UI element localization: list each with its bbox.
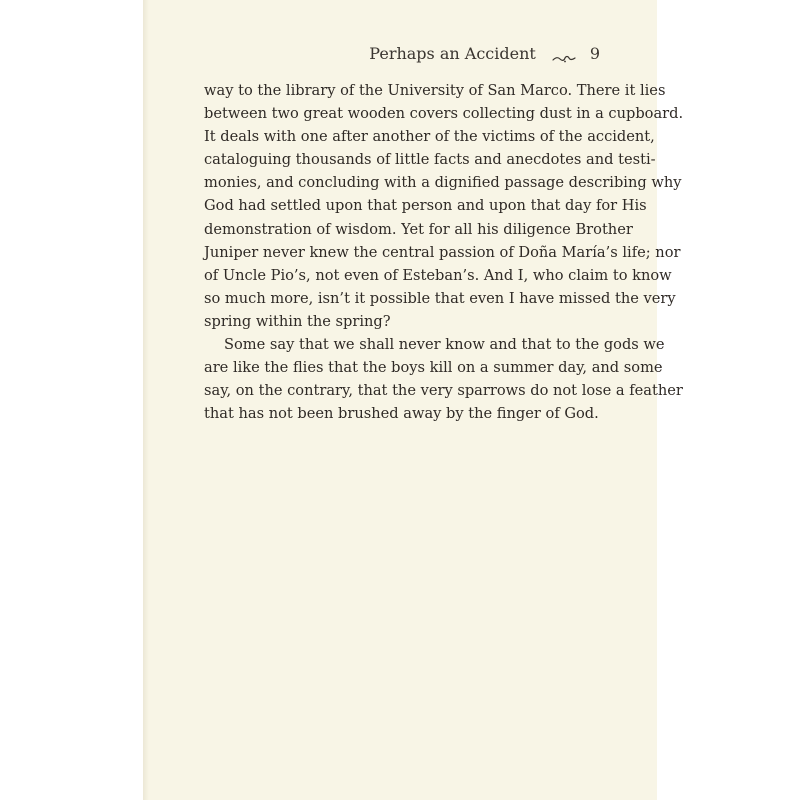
text-line: between two great wooden covers collecting dust in a cupboard. [204, 105, 684, 123]
text-line: It deals with one after another of the victims of the accident, [204, 128, 655, 146]
text-line: are like the flies that the boys kill on a summer day, and some [204, 359, 663, 377]
text-line: cataloguing thousands of little facts and anecdotes and testi- [204, 151, 656, 169]
text-line: Juniper never knew the central passion of Doña María’s life; nor [204, 243, 681, 261]
text-line: demonstration of wisdom. Yet for all his diligence Brother [204, 220, 633, 238]
text-line: monies, and concluding with a dignified passage describing why [204, 174, 682, 192]
running-head [369, 44, 600, 63]
page-edge-shadow [143, 0, 149, 800]
text-line: God had settled upon that person and upon that day for His [204, 197, 647, 215]
swash-ornament-icon [552, 49, 576, 59]
text-line: spring within the spring? [204, 312, 391, 330]
text-line: say, on the contrary, that the very sparrows do not lose a feather [204, 382, 683, 400]
text-line: so much more, isn’t it possible that even I have missed the very [204, 289, 676, 307]
page-number: 9 [589, 44, 600, 63]
book-page [143, 0, 684, 800]
body-text [204, 79, 684, 425]
text-line: way to the library of the University of San Marco. There it lies [204, 82, 666, 99]
text-line: that has not been brushed away by the finger of God. [204, 405, 599, 423]
text-line: of Uncle Pio’s, not even of Esteban’s. And I, who claim to know [204, 266, 672, 284]
running-title: Perhaps an Accident [369, 44, 536, 63]
paragraph-1 [204, 79, 684, 333]
paragraph-2 [204, 333, 683, 425]
text-line: Some say that we shall never know and that to the gods we [224, 336, 665, 354]
